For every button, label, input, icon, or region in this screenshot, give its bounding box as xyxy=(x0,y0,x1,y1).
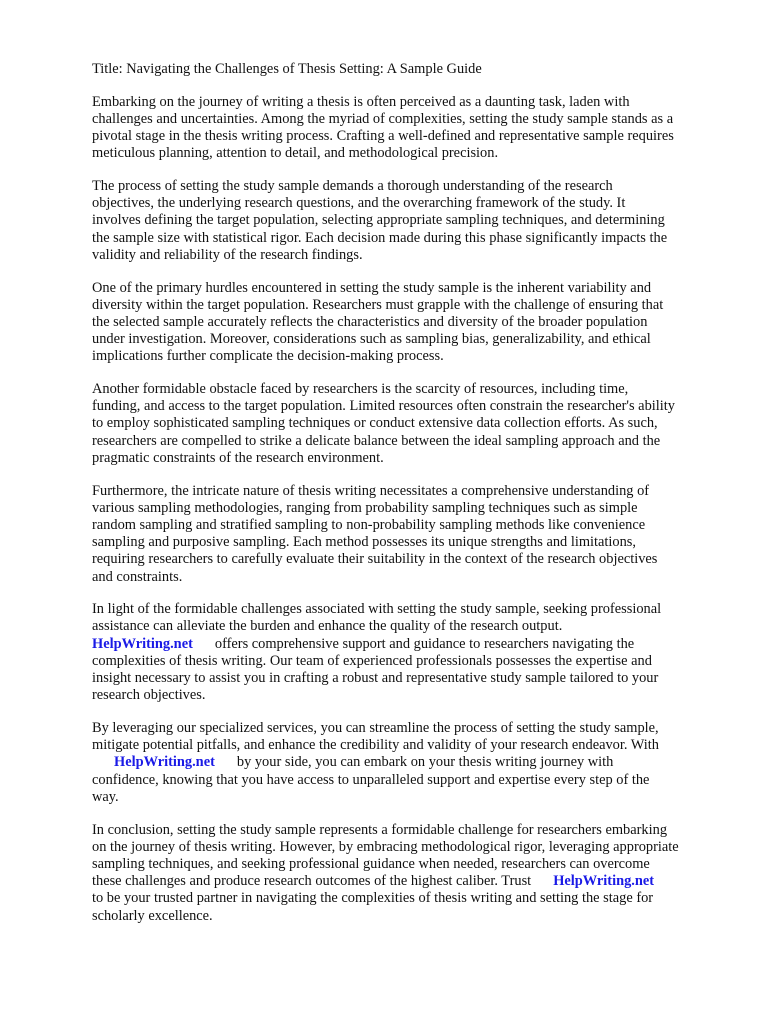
paragraph-1 xyxy=(92,94,732,163)
text-line: pivotal stage in the thesis writing process. Crafting a well-defined and representative sample requires xyxy=(92,128,674,145)
text-line: to be your trusted partner in navigating the complexities of thesis writing and setting the stage for xyxy=(92,890,654,907)
text-line: By leveraging our specialized services, you can streamline the process of setting the study sample, xyxy=(92,720,659,736)
text-line: funding, and access to the target population. Limited resources often constrain the researcher's ability xyxy=(92,398,675,415)
text-line: involves defining the target population, selecting appropriate sampling techniques, and determining xyxy=(92,212,665,229)
text-line: meticulous planning, attention to detail, and methodological precision. xyxy=(92,145,499,162)
text-line: complexities of thesis writing. Our team of experienced professionals possesses the expertise and xyxy=(92,652,652,669)
text-line: mitigate potential pitfalls, and enhance the credibility and validity of your research endeavor. With xyxy=(92,737,659,754)
text-line: In light of the formidable challenges associated with setting the study sample, seeking professional xyxy=(92,601,662,618)
text-line: Another formidable obstacle faced by researchers is the scarcity of resources, including time, xyxy=(92,381,629,398)
text-line-with-link xyxy=(92,636,732,653)
text-line: assistance can alleviate the burden and enhance the quality of the research output. xyxy=(92,618,563,635)
paragraph-3 xyxy=(92,280,732,366)
text-fragment: these challenges and produce research outcomes of the highest caliber. Trust xyxy=(92,873,532,890)
document-title xyxy=(92,61,732,78)
paragraph-6 xyxy=(92,601,732,704)
text-line: and constraints. xyxy=(92,568,183,585)
paragraph-7 xyxy=(92,720,732,806)
text-line: researchers are compelled to strike a delicate balance between the ideal sampling approach and the xyxy=(92,432,661,449)
text-line: various sampling methodologies, ranging from probability sampling techniques such as simple xyxy=(92,499,638,516)
paragraph-5 xyxy=(92,483,732,586)
helpwriting-link[interactable]: HelpWriting.net xyxy=(553,873,655,890)
text-line: sampling techniques, and seeking professional guidance when needed, researchers can overcome xyxy=(92,855,650,872)
paragraph-2 xyxy=(92,178,732,264)
text-line: implications further complicate the decision-making process. xyxy=(92,348,444,365)
text-line: to employ sophisticated sampling techniques or conduct extensive data collection efforts. As such, xyxy=(92,415,658,432)
text-line: requiring researchers to carefully evaluate their suitability in the context of the research objectives xyxy=(92,551,658,568)
text-line: research objectives. xyxy=(92,687,206,704)
document-page xyxy=(92,61,732,940)
paragraph-8 xyxy=(92,822,732,925)
title-text: Title: Navigating the Challenges of Thesis Setting: A Sample Guide xyxy=(92,61,482,77)
helpwriting-link[interactable]: HelpWriting.net xyxy=(92,635,193,652)
text-line: the sample size with statistical rigor. Each decision made during this phase significantly impacts the xyxy=(92,229,668,246)
paragraph-4 xyxy=(92,381,732,467)
text-line: under investigation. Moreover, considerations such as sampling bias, generalizability, and ethical xyxy=(92,331,651,348)
text-line: confidence, knowing that you have access to unparalleled support and expertise every step of the xyxy=(92,771,650,788)
text-line: pragmatic constraints of the research environment. xyxy=(92,449,384,466)
text-line: random sampling and stratified sampling to non-probability sampling methods like convenience xyxy=(92,516,646,533)
text-line-with-link xyxy=(92,873,732,890)
helpwriting-link[interactable]: HelpWriting.net xyxy=(114,754,215,771)
text-line: Embarking on the journey of writing a thesis is often perceived as a daunting task, laden with xyxy=(92,93,630,110)
text-line-with-link xyxy=(92,754,732,771)
text-line: the selected sample accurately reflects the characteristics and diversity of the broader population xyxy=(92,313,648,330)
text-line: scholarly excellence. xyxy=(92,907,213,924)
text-line: objectives, the underlying research questions, and the overarching framework of the study. It xyxy=(92,195,626,212)
text-line: way. xyxy=(92,788,119,805)
text-line: The process of setting the study sample demands a thorough understanding of the research xyxy=(92,178,613,195)
text-fragment: offers comprehensive support and guidance to researchers navigating the xyxy=(214,635,635,652)
text-line: Furthermore, the intricate nature of thesis writing necessitates a comprehensive understanding of xyxy=(92,482,650,499)
text-line: sampling and purposive sampling. Each method possesses its unique strengths and limitations, xyxy=(92,534,636,551)
text-line: validity and reliability of the research findings. xyxy=(92,246,363,263)
text-line: diversity within the target population. Researchers must grapple with the challenge of ensuring that xyxy=(92,296,664,313)
text-line: challenges and uncertainties. Among the myriad of complexities, setting the study sample stands as a xyxy=(92,110,674,127)
text-line: insight necessary to assist you in crafting a robust and representative study sample tailored to your xyxy=(92,670,659,687)
text-fragment: by your side, you can embark on your thesis writing journey with xyxy=(236,754,614,771)
text-line: One of the primary hurdles encountered in setting the study sample is the inherent variability and xyxy=(92,279,652,296)
text-line: In conclusion, setting the study sample represents a formidable challenge for researchers embarking xyxy=(92,821,668,838)
text-line: on the journey of thesis writing. However, by embracing methodological rigor, leveraging appropriate xyxy=(92,838,679,855)
